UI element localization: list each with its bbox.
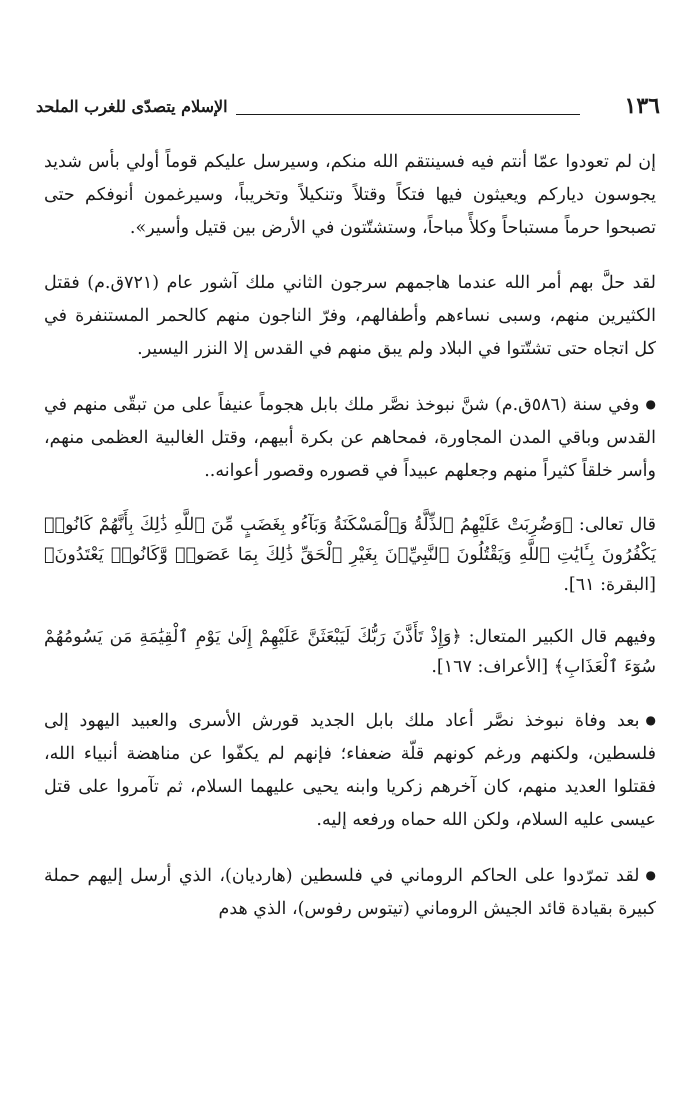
paragraph-2-text: لقد حلَّ بهم أمر الله عندما هاجمهم سرجون الثاني ملك آشور عام (٧٢١ق.م) فقتل الكثيرين منهم، وسبى نساءهم وأطفالهم، وفرّ الناجون منهم كالحمر المستنفرة في كل اتجاه حتى تشتّتوا في البلاد ولم يبق منهم في القدس إلا النزر اليسير. (44, 273, 656, 359)
page-number: ١٣٦ (624, 93, 660, 119)
page-body (44, 146, 656, 948)
paragraph-1 (44, 146, 656, 245)
paragraph-2 (44, 267, 656, 366)
quran-quote-2 (44, 622, 656, 682)
paragraph-3-text: وفي سنة (٥٨٦ق.م) شنَّ نبوخذ نصَّر ملك بابل هجوماً عنيفاً على من تبقّى منهم في القدس وباقي المدن المجاورة، فمحاهم عن بكرة أبيهم، وقتل الغالبية العظمى منهم، وأسر خلقاً كثيراً منهم وجعلهم عبيداً في قصوره وقصور أعوانه.. (44, 395, 656, 481)
quran-quote-1 (44, 510, 656, 600)
page-header (36, 92, 660, 126)
paragraph-7-text: لقد تمرّدوا على الحاكم الروماني في فلسطين (هارديان)، الذي أرسل إليهم حملة كبيرة بقيادة قائد الجيش الروماني (تيتوس رفوس)، الذي هدم (44, 866, 656, 919)
paragraph-3 (44, 388, 656, 488)
bullet-icon: ● (645, 397, 656, 411)
quran-quote-1-text: قال تعالى: ﴿وَضُرِبَتْ عَلَيْهِمُ ٱلذِّلَّةُ وَٱلْمَسْكَنَةُ وَبَآءُو بِغَضَبٍ مِّنَ ٱللَّهِ ذَٰلِكَ بِأَنَّهُمْ كَانُوا۟ يَكْفُرُونَ بِـَٔايَٰتِ ٱللَّهِ وَيَقْتُلُونَ ٱلنَّبِيِّۦنَ بِغَيْرِ ٱلْحَقِّ ذَٰلِكَ بِمَا عَصَوا۟ وَّكَانُوا۟ يَعْتَدُونَ﴾ [البقرة: ٦١]. (44, 515, 656, 595)
running-title: الإسلام يتصدّى للغرب الملحد (36, 97, 228, 116)
bullet-icon: ● (645, 868, 656, 882)
paragraph-6 (44, 704, 656, 837)
quran-quote-2-text: وفيهم قال الكبير المتعال: ﴿وَإِذْ تَأَذَّنَ رَبُّكَ لَيَبْعَثَنَّ عَلَيْهِمْ إِلَىٰ يَوْمِ ٱلْقِيَٰمَةِ مَن يَسُومُهُمْ سُوٓءَ ٱلْعَذَابِ﴾ [الأعراف: ١٦٧]. (44, 627, 656, 677)
paragraph-1-text: إن لم تعودوا عمّا أنتم فيه فسينتقم الله منكم، وسيرسل عليكم قوماً أولي بأس شديد يجوسون دياركم ويعيثون فيها فتكاً وقتلاً وتنكيلاً وتخريباً، وسيرغمون أنوفكم حتى تصبحوا حرماً مستباحاً وكلأً مباحاً، وستشتّتون في الأرض بين قتيل وأسير». (44, 152, 656, 238)
paragraph-7 (44, 859, 656, 926)
paragraph-6-text: بعد وفاة نبوخذ نصَّر أعاد ملك بابل الجديد قورش الأسرى والعبيد اليهود إلى فلسطين، ولكنهم ورغم كونهم قلّة ضعفاء؛ فإنهم لم يكفّوا عن مناهضة أنبياء الله، فقتلوا العديد منهم، كان آخرهم زكريا وابنه يحيى عليهما السلام، ثم تآمروا على قتل عيسى عليه السلام، ولكن الله حماه ورفعه إليه. (44, 711, 656, 830)
bullet-icon: ● (645, 713, 656, 727)
header-rule (236, 114, 580, 115)
